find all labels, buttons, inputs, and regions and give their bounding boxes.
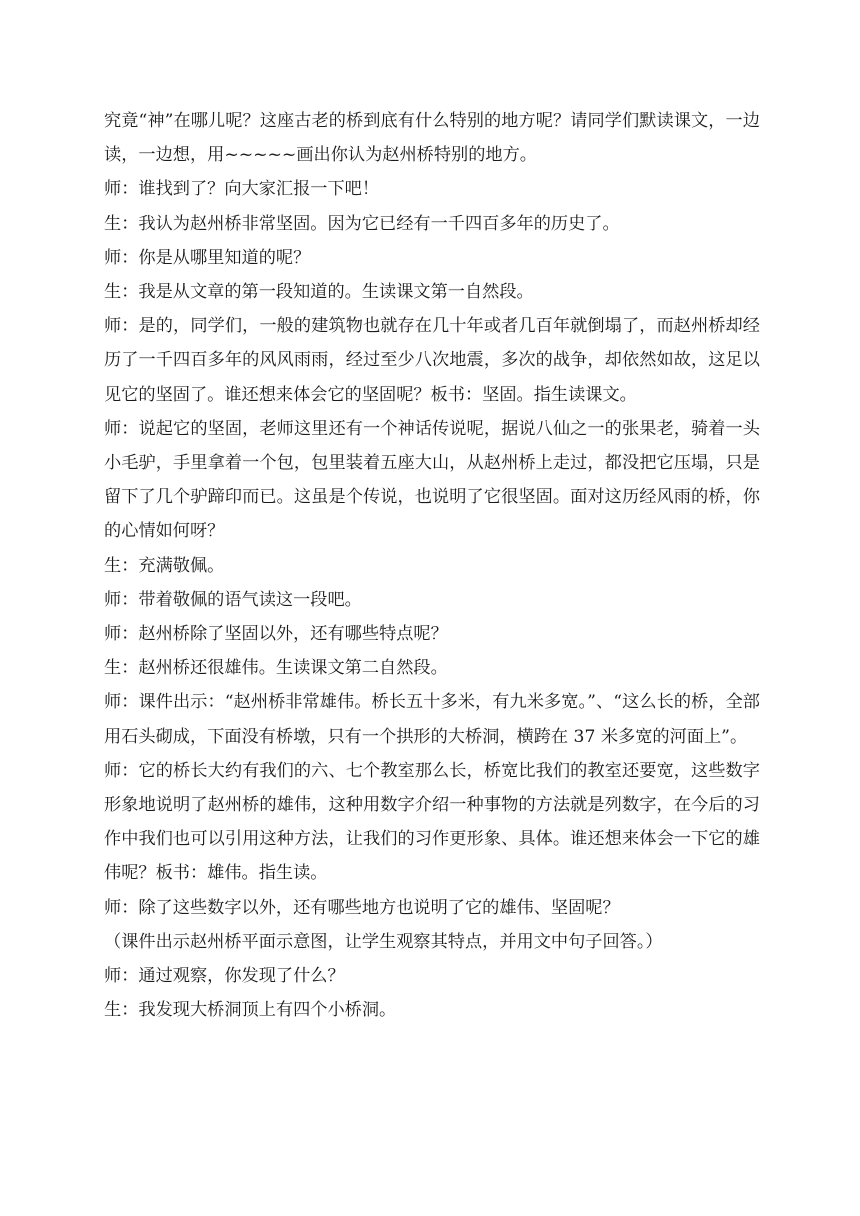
- paragraph: 生：我是从文章的第一段知道的。生读课文第一自然段。: [104, 282, 534, 303]
- paragraph: 师：谁找到了？向大家汇报一下吧！: [104, 179, 380, 200]
- paragraph: 生：赵州桥还很雄伟。生读课文第二自然段。: [104, 658, 448, 679]
- paragraph: 师：带着敬佩的语气读这一段吧。: [104, 589, 362, 610]
- paragraph: （课件出示赵州桥平面示意图，让学生观察其特点，并用文中句子回答。）: [104, 931, 663, 952]
- paragraph: 生：我发现大桥洞顶上有四个小桥洞。: [104, 1000, 397, 1021]
- paragraph: 师：你是从哪里知道的呢？: [104, 247, 311, 268]
- paragraph: 师：是的，同学们，一般的建筑物也就存在几十年或者几百年就倒塌了，而赵州桥却经历了一千四百多年的风风雨雨，经过至少八次地震，多次的战争，却依然如故，这足以见它的坚固了。谁还想来体会它的坚固呢？板书：坚固。指生读课文。: [104, 316, 760, 405]
- paragraph: 师：赵州桥除了坚固以外，还有哪些特点呢？: [104, 624, 448, 645]
- paragraph: 究竟“神”在哪儿呢？这座古老的桥到底有什么特别的地方呢？请同学们默读课文，一边读，一边想，用~~~~~画出你认为赵州桥特别的地方。: [104, 111, 760, 166]
- paragraph: 师：课件出示：“赵州桥非常雄伟。桥长五十多米，有九米多宽。”、“这么长的桥，全部用石头砌成，下面没有桥墩，只有一个拱形的大桥洞，横跨在 37 米多宽的河面上”。: [104, 692, 760, 747]
- paragraph: 师：它的桥长大约有我们的六、七个教室那么长，桥宽比我们的教室还要宽，这些数字形象地说明了赵州桥的雄伟，这种用数字介绍一种事物的方法就是列数字，在今后的习作中我们也可以引用这种方法，让我们的习作更形象、具体。谁还想来体会一下它的雄伟呢？板书：雄伟。指生读。: [104, 760, 760, 884]
- paragraph: 师：通过观察，你发现了什么？: [104, 966, 345, 987]
- document-body: [104, 104, 760, 1027]
- paragraph: 师：除了这些数字以外，还有哪些地方也说明了它的雄伟、坚固呢？: [104, 897, 620, 918]
- paragraph: 生：充满敬佩。: [104, 555, 225, 576]
- paragraph: 生：我认为赵州桥非常坚固。因为它已经有一千四百多年的历史了。: [104, 213, 620, 234]
- paragraph: 师：说起它的坚固，老师这里还有一个神话传说呢，据说八仙之一的张果老，骑着一头小毛驴，手里拿着一个包，包里装着五座大山，从赵州桥上走过，都没把它压塌，只是留下了几个驴蹄印而已。这虽是个传说，也说明了它很坚固。面对这历经风雨的桥，你的心情如何呀？: [104, 418, 760, 542]
